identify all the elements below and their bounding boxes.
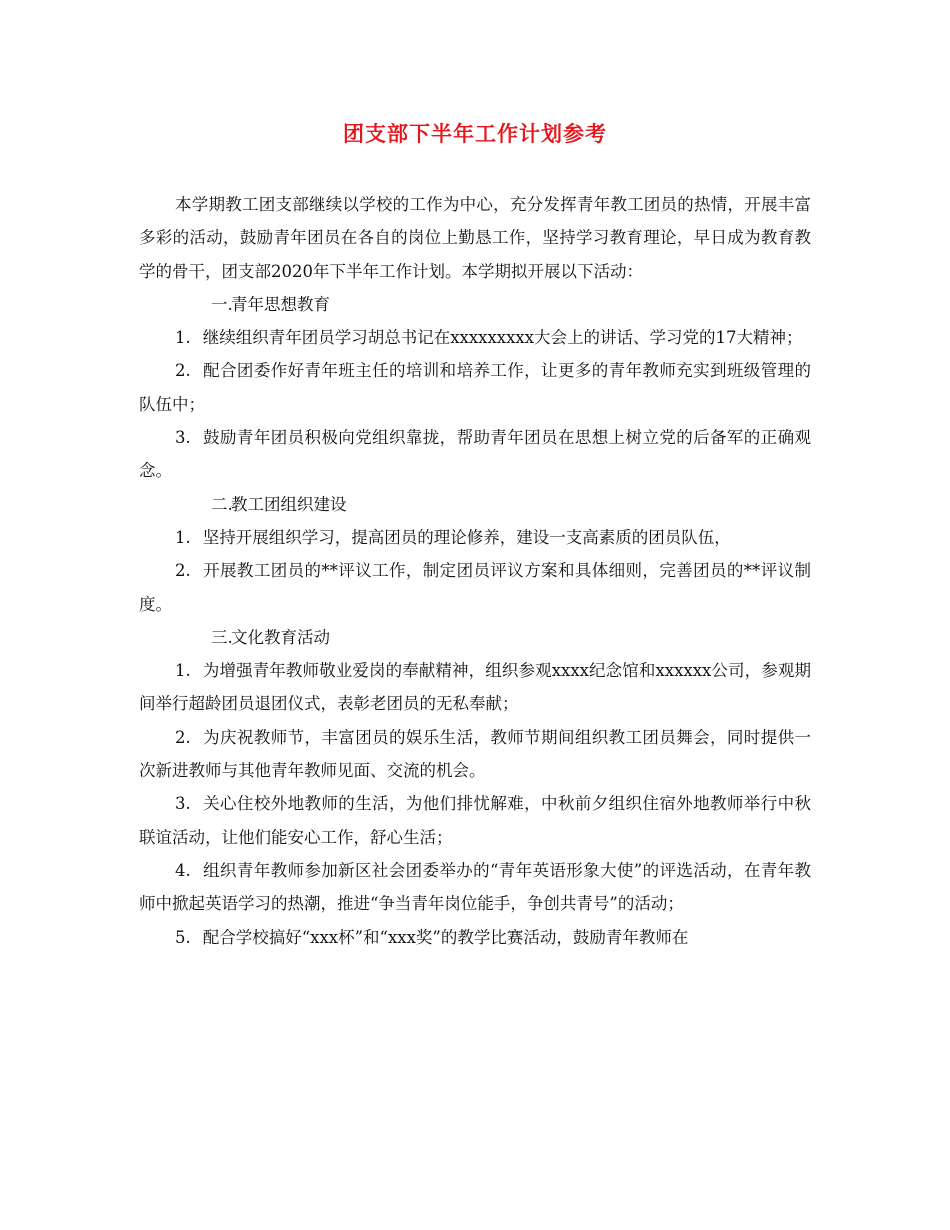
document-body xyxy=(139,188,811,954)
item-number: 2. xyxy=(175,361,191,381)
paragraph-text: 鼓励青年团员积极向党组织靠拢，帮助青年团员在思想上树立党的后备军的正确观念。 xyxy=(139,428,811,481)
section-heading xyxy=(139,488,811,521)
paragraph-text: 组织青年教师参加新区社会团委举办的“青年英语形象大使”的评选活动，在青年教师中掀起英语学习的热潮，推进“争当青年岗位能手，争创共青号”的活动； xyxy=(139,860,811,914)
paragraph-text: 教工团组织建设 xyxy=(231,494,347,514)
paragraph-text: 为增强青年教师敬业爱岗的奉献精神，组织参观xxxx纪念馆和xxxxxx公司，参观期间举行超龄团员退团仪式，表彰老团员的无私奉献； xyxy=(139,661,811,714)
item-number: 1. xyxy=(175,661,191,681)
item-number: 三. xyxy=(211,627,233,647)
paragraph-text: 为庆祝教师节，丰富团员的娱乐生活，教师节期间组织教工团员舞会，同时提供一次新进教师与其他青年教师见面、交流的机会。 xyxy=(139,727,811,781)
paragraph xyxy=(139,188,811,288)
paragraph xyxy=(139,654,811,721)
paragraph-text: 配合学校搞好“xxx杯”和“xxx奖”的教学比赛活动，鼓励青年教师在 xyxy=(202,927,689,947)
item-number: 2. xyxy=(175,561,191,581)
paragraph xyxy=(139,354,811,421)
item-number: 一. xyxy=(211,294,233,314)
paragraph-text: 坚持开展组织学习，提高团员的理论修养，建设一支高素质的团员队伍， xyxy=(202,527,731,547)
paragraph xyxy=(139,554,811,621)
item-number: 1. xyxy=(175,527,191,547)
item-number: 二. xyxy=(211,494,233,514)
section-heading xyxy=(139,288,811,321)
paragraph-text: 文化教育活动 xyxy=(231,627,330,647)
paragraph xyxy=(139,421,811,488)
item-number: 5. xyxy=(175,927,191,947)
item-number: 3. xyxy=(175,794,191,814)
paragraph xyxy=(139,721,811,788)
paragraph-text: 青年思想教育 xyxy=(231,294,330,314)
paragraph-text: 配合团委作好青年班主任的培训和培养工作，让更多的青年教师充实到班级管理的队伍中； xyxy=(139,361,811,414)
item-number: 2. xyxy=(175,727,191,747)
paragraph-text: 本学期教工团支部继续以学校的工作为中心，充分发挥青年教工团员的热情，开展丰富多彩的活动，鼓励青年团员在各自的岗位上勤恳工作，坚持学习教育理论，早日成为教育教学的骨干，团支部2020年下半年工作计划。本学期拟开展以下活动： xyxy=(139,195,811,281)
paragraph xyxy=(139,787,811,854)
item-number: 1. xyxy=(175,328,191,348)
document-title: 团支部下半年工作计划参考 xyxy=(343,122,607,146)
item-number: 4. xyxy=(175,860,191,880)
paragraph xyxy=(139,521,811,554)
paragraph-text: 关心住校外地教师的生活，为他们排忧解难，中秋前夕组织住宿外地教师举行中秋联谊活动，让他们能安心工作，舒心生活； xyxy=(139,794,811,847)
paragraph xyxy=(139,921,811,954)
paragraph-text: 开展教工团员的**评议工作，制定团员评议方案和具体细则，完善团员的**评议制度。 xyxy=(139,561,811,614)
section-heading xyxy=(139,621,811,654)
paragraph-text: 继续组织青年团员学习胡总书记在xxxxxxxxx大会上的讲话、学习党的17大精神； xyxy=(202,328,803,348)
item-number: 3. xyxy=(175,428,191,448)
paragraph xyxy=(139,854,811,921)
paragraph xyxy=(139,321,811,354)
